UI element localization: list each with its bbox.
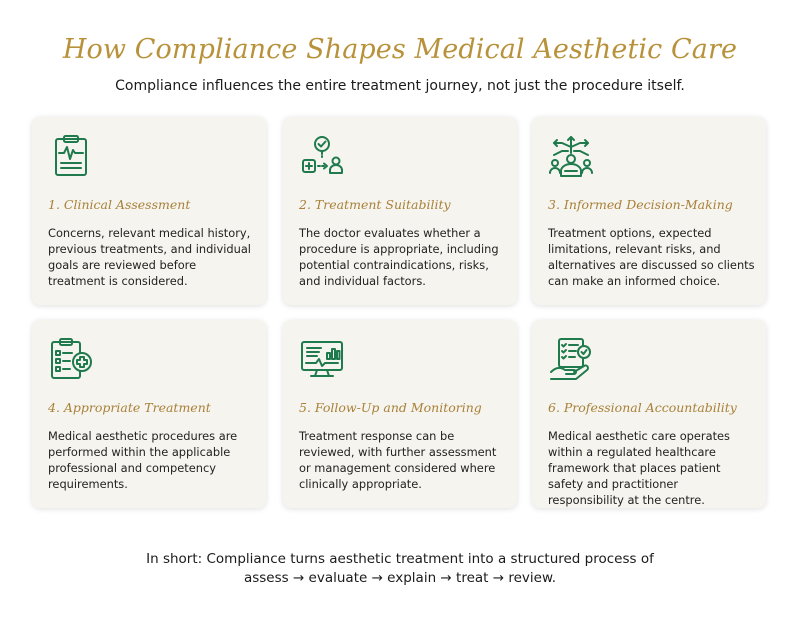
card-title: 4. Appropriate Treatment xyxy=(48,400,211,415)
card-appropriate-treatment xyxy=(32,320,266,508)
card-body: Concerns, relevant medical history, previous treatments, and individual goals are reviewed before treatment is considered. xyxy=(48,226,251,288)
monitor-chart-icon xyxy=(299,336,345,382)
card-body: The doctor evaluates whether a procedure is appropriate, including potential contraindications, risks, and individual factors. xyxy=(299,226,499,288)
card-title: 5. Follow-Up and Monitoring xyxy=(299,400,482,415)
card-informed-decision-making xyxy=(532,117,766,305)
card-professional-accountability xyxy=(532,320,766,508)
card-body: Treatment response can be reviewed, with further assessment or management considered where clinically appropriate. xyxy=(299,429,497,491)
clipboard-heartbeat-icon xyxy=(48,133,94,179)
summary xyxy=(0,550,800,588)
page-subtitle: Compliance influences the entire treatment journey, not just the procedure itself. xyxy=(115,78,685,94)
card-body: Treatment options, expected limitations, relevant risks, and alternatives are discussed so clients can make an informed choice. xyxy=(548,226,755,288)
card-title: 3. Informed Decision-Making xyxy=(548,197,733,212)
medical-checklist-icon xyxy=(48,336,94,382)
card-body: Medical aesthetic procedures are performed within the applicable professional and competency requirements. xyxy=(48,429,238,491)
page-title: How Compliance Shapes Medical Aesthetic Care xyxy=(62,34,738,65)
card-clinical-assessment xyxy=(32,117,266,305)
card-title: 2. Treatment Suitability xyxy=(299,197,451,212)
summary-line-1: In short: Compliance turns aesthetic treatment into a structured process of xyxy=(146,551,654,567)
hand-checklist-icon xyxy=(548,336,594,382)
card-treatment-suitability xyxy=(283,117,517,305)
card-title: 1. Clinical Assessment xyxy=(48,197,191,212)
card-body: Medical aesthetic care operates within a regulated healthcare framework that places patient safety and practitioner responsibility at the centre. xyxy=(548,429,730,507)
decision-arrows-icon xyxy=(548,133,594,179)
card-title: 6. Professional Accountability xyxy=(548,400,737,415)
treatment-suitability-icon xyxy=(299,133,345,179)
card-follow-up-monitoring xyxy=(283,320,517,508)
summary-line-2: assess → evaluate → explain → treat → review. xyxy=(243,570,557,586)
